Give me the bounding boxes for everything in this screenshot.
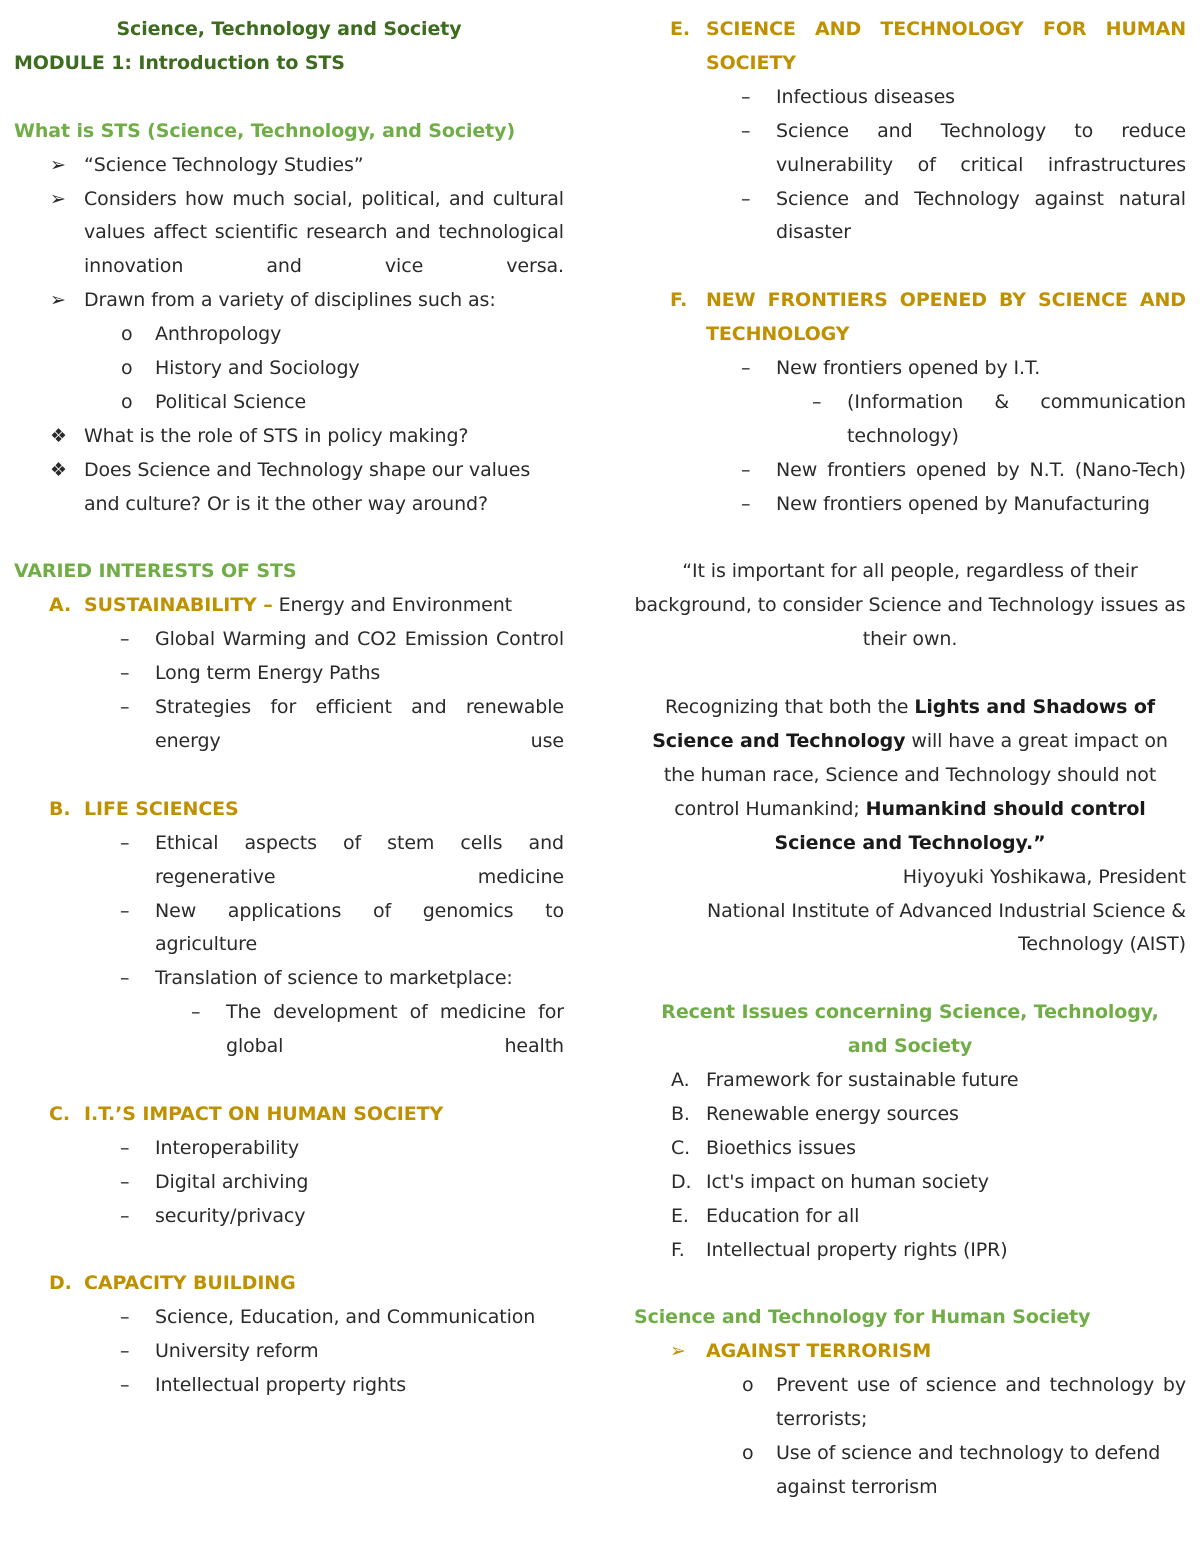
list-item: – Digital archiving (14, 1166, 564, 1200)
section-a-heading: A. SUSTAINABILITY – Energy and Environment (49, 594, 513, 617)
dash-bullet-icon: – (120, 696, 130, 719)
dash-bullet-icon: – (741, 85, 751, 108)
list-item: – New frontiers opened by I.T. (634, 352, 1186, 386)
quote-author: Hiyoyuki Yoshikawa, President (902, 865, 1186, 888)
terrorism-item: o Use of science and technology to defend against terrorism (634, 1437, 1186, 1505)
list-item: – New frontiers opened by Manufacturing (634, 488, 1186, 522)
dash-bullet-icon: – (812, 390, 822, 413)
diamond-bullet-icon: ❖ (50, 458, 67, 481)
discipline-item: o Political Science (14, 386, 564, 420)
dash-bullet-icon: – (120, 662, 130, 685)
section-e-heading: E. SCIENCE AND TECHNOLOGY FOR HUMAN SOCIETY (670, 18, 1186, 74)
dash-bullet-icon: – (120, 628, 130, 651)
what-is-sts-heading: What is STS (Science, Technology, and Society) (14, 119, 516, 142)
quote-organization: National Institute of Advanced Industrial Science & Technology (AIST) (707, 899, 1186, 956)
dash-bullet-icon: – (741, 357, 751, 380)
list-item: – Infectious diseases (634, 81, 1186, 115)
dash-bullet-icon: – (741, 458, 751, 481)
arrow-item: ➢ Drawn from a variety of disciplines such as: (14, 284, 564, 318)
list-item: – Science, Education, and Communication (14, 1301, 564, 1335)
terrorism-subheading: ➢ AGAINST TERRORISM (634, 1335, 1186, 1369)
circle-bullet-icon: o (121, 323, 133, 346)
section-d-heading: D. CAPACITY BUILDING (49, 1272, 296, 1295)
right-column (634, 13, 1186, 1505)
dash-bullet-icon: – (120, 1204, 130, 1227)
dash-bullet-icon: – (120, 1340, 130, 1363)
section-b-heading: B. LIFE SCIENCES (49, 797, 239, 820)
issue-item: C. Bioethics issues (671, 1136, 856, 1159)
arrow-item: ➢ “Science Technology Studies” (14, 149, 564, 183)
diamond-bullet-icon: ❖ (50, 424, 67, 447)
arrow-item: ➢ Considers how much social, political, and cultural values affect scientific research and technological innovation and vice versa. (14, 183, 564, 285)
sub-list-item: – (Information & communication technology) (634, 386, 1186, 454)
list-item: – Global Warming and CO2 Emission Control (14, 623, 564, 657)
question-item: ❖ Does Science and Technology shape our values and culture? Or is it the other way around? (14, 454, 564, 522)
list-item: – New applications of genomics to agriculture (14, 895, 564, 963)
dash-bullet-icon: – (120, 1306, 130, 1329)
issue-item: A. Framework for sustainable future (671, 1069, 1019, 1092)
dash-bullet-icon: – (741, 187, 751, 210)
issue-item: D. Ict's impact on human society (671, 1170, 989, 1193)
issue-item: B. Renewable energy sources (671, 1102, 959, 1125)
dash-bullet-icon: – (120, 899, 130, 922)
list-item: – security/privacy (14, 1200, 564, 1234)
arrow-bullet-icon: ➢ (50, 187, 66, 210)
document-title: Science, Technology and Society (116, 18, 462, 40)
section-f-heading: F. NEW FRONTIERS OPENED BY SCIENCE AND TECHNOLOGY (670, 289, 1186, 346)
discipline-item: o History and Sociology (14, 352, 564, 386)
dash-bullet-icon: – (741, 119, 751, 142)
discipline-item: o Anthropology (14, 318, 564, 352)
quote-paragraph-2: Recognizing that both the Lights and Shadows of Science and Technology will have a great impact on the human race, Science and Technology should not control Humankind; Humankind should control Science and Technology.” (652, 696, 1168, 854)
quote-paragraph-1: “It is important for all people, regardless of their background, to consider Science and Technology issues as their own. (634, 560, 1186, 651)
list-item: – Interoperability (14, 1132, 564, 1166)
module-title: MODULE 1: Introduction to STS (14, 51, 345, 74)
section-c-heading: C. I.T.’S IMPACT ON HUMAN SOCIETY (49, 1102, 444, 1125)
issue-item: F. Intellectual property rights (IPR) (671, 1238, 1008, 1261)
issue-item: E. Education for all (671, 1204, 860, 1227)
list-item: – Long term Energy Paths (14, 657, 564, 691)
list-item: – Translation of science to marketplace: (14, 962, 564, 996)
list-item: – University reform (14, 1335, 564, 1369)
dash-bullet-icon: – (191, 1001, 201, 1024)
circle-bullet-icon: o (121, 357, 133, 380)
dash-bullet-icon: – (120, 1170, 130, 1193)
terrorism-item: o Prevent use of science and technology by terrorists; (634, 1369, 1186, 1437)
dash-bullet-icon: – (741, 492, 751, 515)
list-item: – New frontiers opened by N.T. (Nano-Tech) (634, 454, 1186, 488)
recent-issues-heading: Recent Issues concerning Science, Technology, and Society (661, 1001, 1159, 1058)
dash-bullet-icon: – (120, 1374, 130, 1397)
list-item: – Ethical aspects of stem cells and regenerative medicine (14, 827, 564, 895)
dash-bullet-icon: – (120, 967, 130, 990)
circle-bullet-icon: o (742, 1441, 754, 1464)
arrow-bullet-icon: ➢ (50, 289, 66, 312)
question-item: ❖ What is the role of STS in policy making? (14, 420, 564, 454)
list-item: – Science and Technology to reduce vulnerability of critical infrastructures (634, 115, 1186, 183)
varied-interests-heading: VARIED INTERESTS OF STS (14, 560, 297, 583)
dash-bullet-icon: – (120, 1136, 130, 1159)
list-item: – Intellectual property rights (14, 1369, 564, 1403)
circle-bullet-icon: o (121, 390, 133, 413)
arrow-bullet-icon: ➢ (670, 1340, 686, 1363)
list-item: – Science and Technology against natural disaster (634, 183, 1186, 251)
list-item: – Strategies for efficient and renewable energy use (14, 691, 564, 759)
human-society-heading: Science and Technology for Human Society (634, 1306, 1091, 1329)
arrow-bullet-icon: ➢ (50, 153, 66, 176)
circle-bullet-icon: o (742, 1374, 754, 1397)
sub-list-item: – The development of medicine for global health (14, 996, 564, 1064)
dash-bullet-icon: – (120, 831, 130, 854)
left-column (14, 13, 564, 1403)
